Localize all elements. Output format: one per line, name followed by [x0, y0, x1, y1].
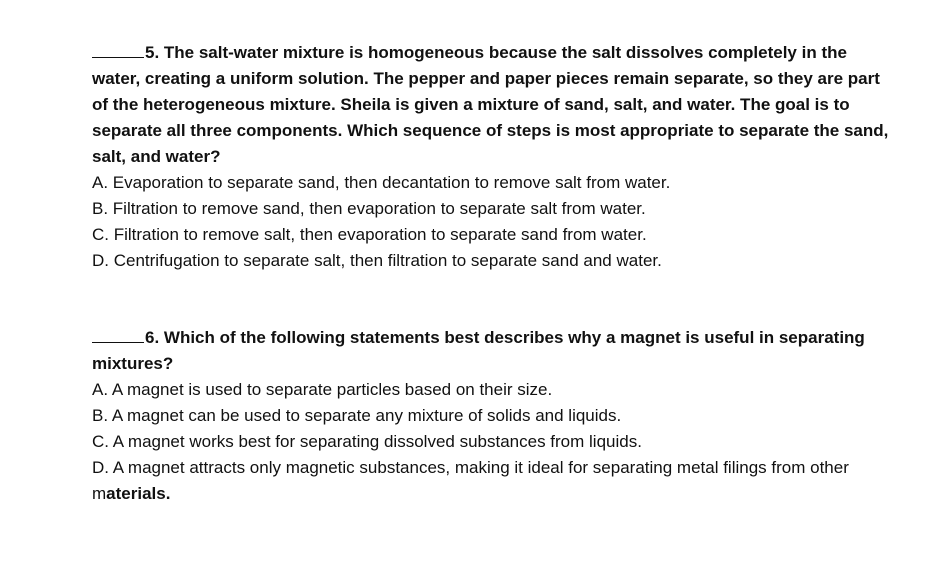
question-6-option-b: B. A magnet can be used to separate any mixture of solids and liquids.	[92, 406, 622, 425]
question-6	[92, 325, 892, 507]
question-5-stem	[92, 40, 892, 170]
worksheet-page	[92, 40, 892, 507]
question-5-option-c: C. Filtration to remove salt, then evaporation to separate sand from water.	[92, 225, 647, 244]
question-5-option-a: A. Evaporation to separate sand, then decantation to remove salt from water.	[92, 173, 671, 192]
question-6-option-d-text: D. A magnet attracts only magnetic substances, making it ideal for separating metal filings from other m	[92, 458, 849, 503]
question-6-option-a: A. A magnet is used to separate particles based on their size.	[92, 380, 553, 399]
answer-blank-6[interactable]	[92, 328, 144, 343]
question-6-text: 6. Which of the following statements best describes why a magnet is useful in separating mixtures?	[92, 328, 865, 373]
question-6-option-c: C. A magnet works best for separating dissolved substances from liquids.	[92, 432, 642, 451]
question-6-option-d-bold-tail: aterials.	[106, 484, 171, 503]
answer-blank-5[interactable]	[92, 43, 144, 58]
question-6-option-d	[92, 455, 892, 507]
question-5-option-b: B. Filtration to remove sand, then evaporation to separate salt from water.	[92, 199, 646, 218]
question-6-stem	[92, 325, 892, 377]
question-5-text: 5. The salt-water mixture is homogeneous because the salt dissolves completely in the water, creating a uniform solution. The pepper and paper pieces remain separate, so they are part of the heterogeneous mixture. Sheila is given a mixture of sand, salt, and water. The goal is to separate all three components. Which sequence of steps is most appropriate to separate the sand, salt, and water?	[92, 43, 889, 166]
question-5-option-d: D. Centrifugation to separate salt, then filtration to separate sand and water.	[92, 251, 662, 270]
question-5	[92, 40, 892, 274]
